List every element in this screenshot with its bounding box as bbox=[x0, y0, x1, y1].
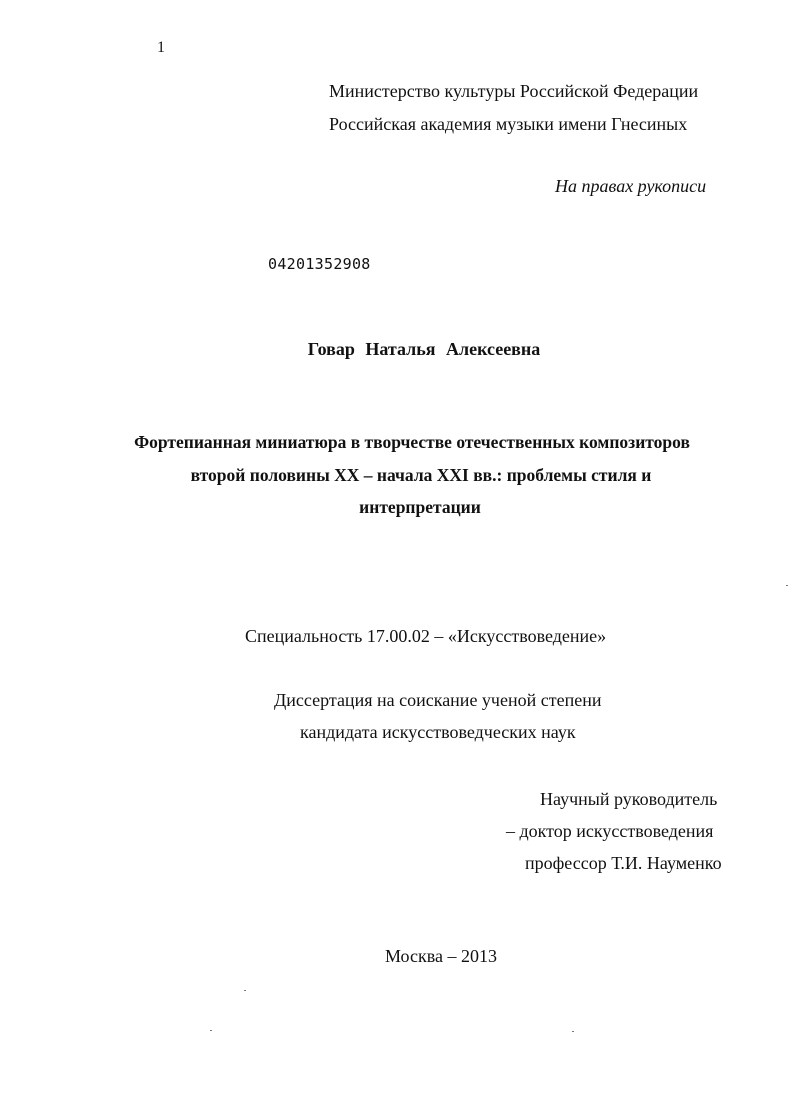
supervisor-line-3: профессор Т.И. Науменко bbox=[525, 853, 722, 873]
title-line-2: второй половины XX – начала XXI вв.: проблемы стиля и bbox=[190, 465, 652, 485]
dissertation-line-2: кандидата искусствоведческих наук bbox=[300, 722, 576, 742]
title-line-1: Фортепианная миниатюра в творчестве отечественных композиторов bbox=[134, 432, 690, 452]
supervisor-line-2: – доктор искусствоведения bbox=[506, 821, 714, 841]
ministry-heading: Министерство культуры Российской Федерации bbox=[329, 81, 699, 101]
specialty-line: Специальность 17.00.02 – «Искусствоведение» bbox=[245, 626, 607, 646]
scan-speck bbox=[244, 990, 246, 991]
city-year: Москва – 2013 bbox=[385, 946, 497, 966]
scan-speck bbox=[210, 1030, 212, 1031]
rights-note: На правах рукописи bbox=[555, 176, 707, 196]
scan-speck bbox=[786, 585, 788, 586]
scan-speck bbox=[572, 1031, 574, 1032]
catalog-code: 04201352908 bbox=[268, 255, 371, 273]
dissertation-line-1: Диссертация на соискание ученой степени bbox=[274, 690, 602, 710]
academy-heading: Российская академия музыки имени Гнесиных bbox=[329, 114, 688, 134]
supervisor-line-1: Научный руководитель bbox=[540, 789, 718, 809]
page-number: 1 bbox=[157, 39, 165, 56]
author-name: Говар Наталья Алексеевна bbox=[307, 339, 541, 359]
title-line-3: интерпретации bbox=[359, 497, 481, 517]
